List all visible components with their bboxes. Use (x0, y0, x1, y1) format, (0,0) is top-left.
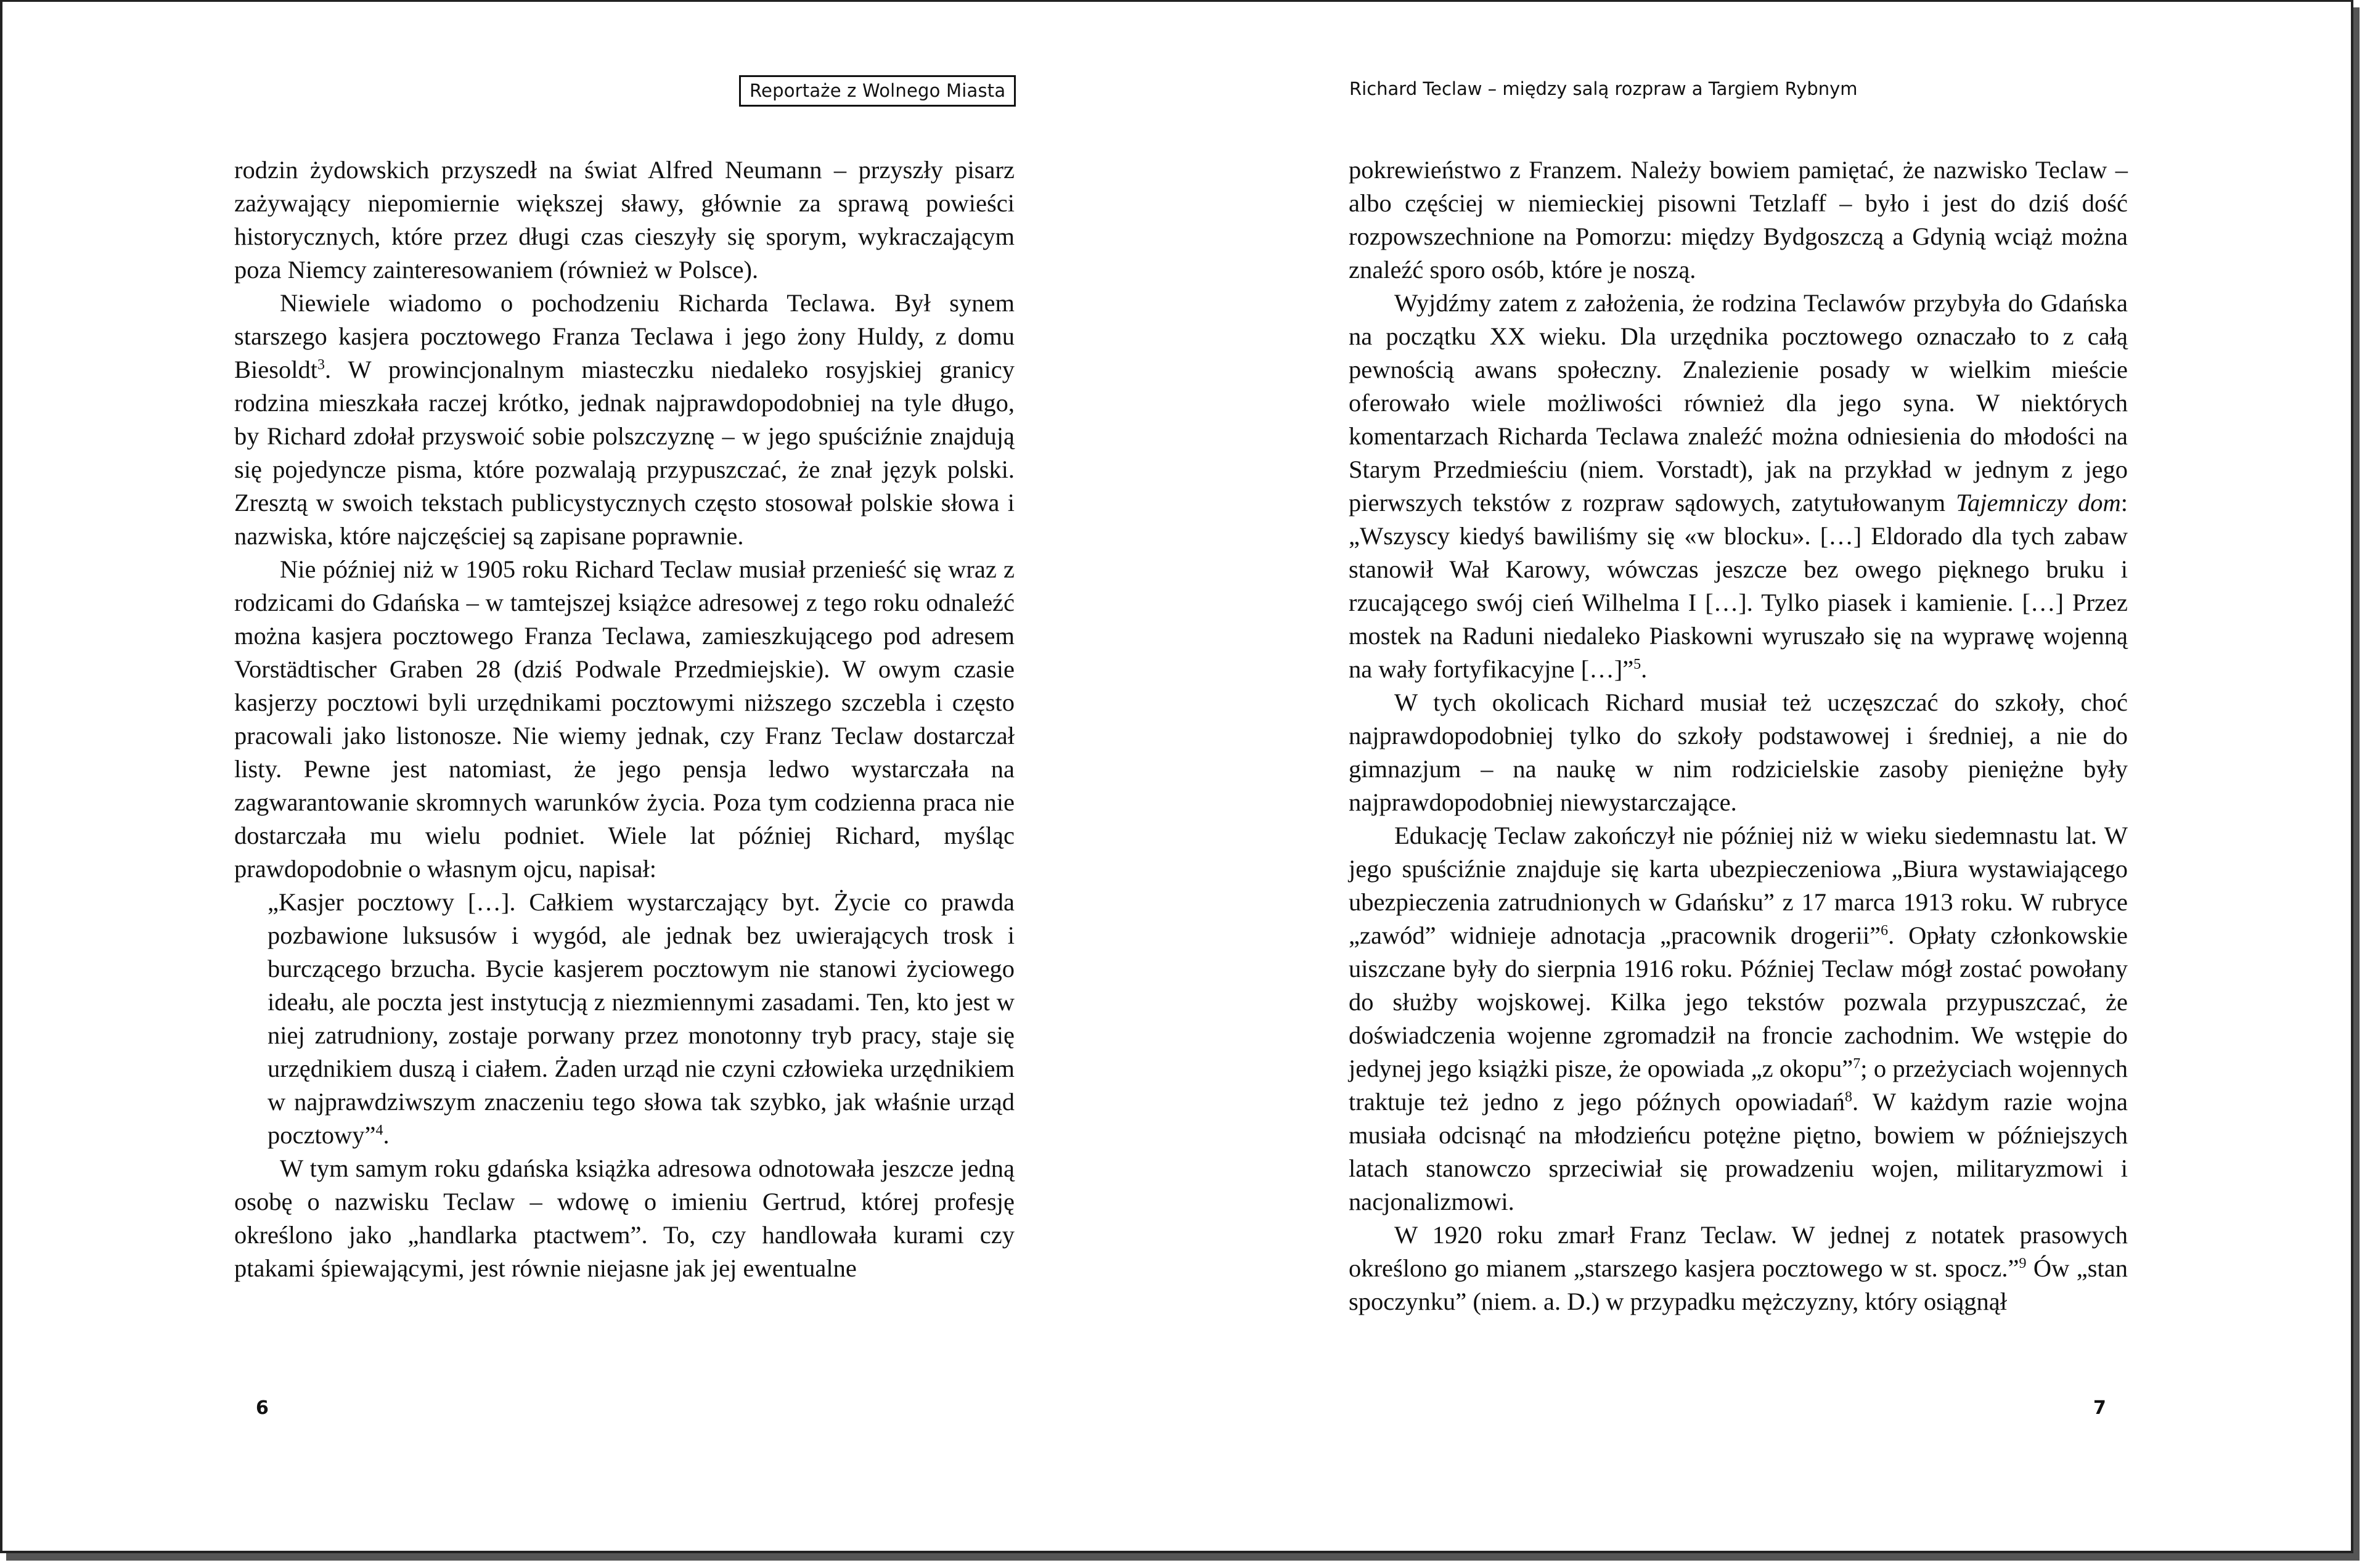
paragraph-text: Wyjdźmy zatem z założenia, że rodzina Teclawów przybyła do Gdańska na początku XX wieku. Dla urzędnika pocztowego oznaczało to z całą pewnością awans społeczny. Znalezienie posady w wielkim mieście oferowało wiele możliwości również dla jego syna. W niektórych komentarzach Richarda Teclawa znaleźć można odniesienia do młodości na Starym Przedmieściu (niem. Vorstadt), jak na przykład w jednym z jego pierwszych tekstów z rozpraw sądowych, zatytułowanym (1349, 289, 2128, 517)
footnote-marker: 3 (317, 357, 325, 373)
footnote-marker: 9 (2019, 1256, 2027, 1272)
footnote-marker: 4 (375, 1122, 383, 1138)
paragraph (1349, 819, 2128, 1219)
paragraph-text: . Opłaty członkowskie uiszczane były do sierpnia 1916 roku. Później Teclaw mógł zostać powołany do służby wojskowej. Kilka jego tekstów pozwala przypuszczać, że doświadczenia wojenne zgromadził na froncie zachodnim. We wstępie do jedynej jego książki pisze, że opowiada „z okopu” (1349, 921, 2128, 1082)
paragraph-text: pokrewieństwo z Franzem. Należy bowiem pamiętać, że nazwisko Teclaw – albo częściej w niemieckiej pisowni Tetzlaff – było i jest do dziś dość rozpowszechnione na Pomorzu: między Bydgoszczą a Gdynią wciąż można znaleźć sporo osób, które je noszą. (1349, 156, 2128, 284)
paragraph-text: rodzin żydowskich przyszedł na świat Alfred Neumann – przyszły pisarz zażywający niepomiernie większej sławy, głównie za sprawą powieści historycznych, które przez długi czas cieszyły się sporym, wykraczającym poza Niemcy zainteresowaniem (również w Polsce). (234, 156, 1015, 284)
footnote-marker: 6 (1881, 923, 1889, 939)
paragraph-text: : „Wszyscy kiedyś bawiliśmy się «w blocku». […] Eldorado dla tych zabaw stanowił Wał Karowy, wówczas jeszcze bez owego pięknego bruku i rzucającego swój cień Wilhelma I […]. Tylko piasek i kamienie. […] Przez mostek na Raduni niedaleko Piaskowni wyruszało się na wyprawę wojenną na wały fortyfikacyjne […]” (1349, 489, 2128, 683)
paragraph-text: W 1920 roku zmarł Franz Teclaw. W jednej z notatek prasowych określono go mianem „starszego kasjera pocztowego w st. spocz.” (1349, 1221, 2128, 1282)
italic-title: Tajemniczy dom (1956, 489, 2121, 517)
block-quote (268, 886, 1015, 1152)
page-number-right: 7 (2093, 1397, 2106, 1419)
paragraph-text: . (1641, 655, 1648, 683)
left-page (2, 2, 1179, 1551)
paragraph (1349, 153, 2128, 287)
footnote-marker: 7 (1853, 1056, 1861, 1072)
right-page (1179, 2, 2352, 1551)
paragraph-text: . W każdym razie wojna musiała odcisnąć na młodzieńcu potężne piętno, bowiem w późniejszych latach stanowczo sprzeciwiał się prowadzeniu wojen, militaryzmowi i nacjonalizmowi. (1349, 1088, 2128, 1215)
paragraph-text: Edukację Teclaw zakończył nie później niż w wieku siedemnastu lat. W jego spuściźnie znajduje się karta ubezpieczeniowa „Biura wystawiającego ubezpieczenia zatrudnionych w Gdańsku” z 17 marca 1913 roku. W rubryce „zawód” widnieje adnotacja „pracownik drogerii” (1349, 822, 2128, 949)
paragraph (1349, 686, 2128, 819)
footnote-marker: 5 (1633, 656, 1641, 672)
left-page-body (234, 153, 1015, 1285)
paragraph-text: . (383, 1121, 390, 1149)
paragraph-text: . W prowincjonalnym miasteczku niedaleko rosyjskiej granicy rodzina mieszkała raczej krótko, jednak najprawdopodobniej na tyle długo, by Richard zdołał przyswoić sobie polszczyznę – w jego spuściźnie znajdują się pojedyncze pisma, które pozwalają przypuszczać, że znał język polski. Zresztą w swoich tekstach publicystycznych często stosował polskie słowa i nazwiska, które najczęściej są zapisane poprawnie. (234, 356, 1015, 550)
paragraph-text: W tym samym roku gdańska książka adresowa odnotowała jeszcze jedną osobę o nazwisku Teclaw – wdowę o imieniu Gertrud, której profesję określono jako „handlarka ptactwem”. To, czy handlowała kurami czy ptakami śpiewającymi, jest równie niejasne jak jej ewentualne (234, 1154, 1015, 1282)
quote-text: „Kasjer pocztowy […]. Całkiem wystarczający byt. Życie co prawda pozbawione luksusów i wygód, ale jednak bez uwierających trosk i burczącego brzucha. Bycie kasjerem pocztowym nie stanowi życiowego ideału, ale poczta jest instytucją z niezmiennymi zasadami. Ten, kto jest w niej zatrudniony, zostaje porwany przez monotonny tryb pracy, staje się urzędnikiem duszą i ciałem. Żaden urząd nie czyni człowieka urzędnikiem w najprawdziwszym znaczeniu tego słowa tak szybko, jak właśnie urząd pocztowy” (268, 888, 1015, 1149)
paragraph-text: Nie później niż w 1905 roku Richard Teclaw musiał przenieść się wraz z rodzicami do Gdańska – w tamtejszej książce adresowej z tego roku odnaleźć można kasjera pocztowego Franza Teclawa, zamieszkującego pod adresem Vorstädtischer Graben 28 (dziś Podwale Przedmiejskie). W owym czasie kasjerzy pocztowi byli urzędnikami pocztowymi niższego szczebla i często pracowali jako listonosze. Nie wiemy jednak, czy Franz Teclaw dostarczał listy. Pewne jest natomiast, że jego pensja ledwo wystarczała na zagwarantowanie skromnych warunków życia. Poza tym codzienna praca nie dostarczała mu wielu podniet. Wiele lat później Richard, myśląc prawdopodobnie o własnym ojcu, napisał: (234, 555, 1015, 883)
paragraph (234, 153, 1015, 287)
paragraph (234, 553, 1015, 886)
paragraph (1349, 1219, 2128, 1318)
paragraph-text: Ów „stan spoczynku” (niem. a. D.) w przypadku mężczyzny, który osiągnął (1349, 1254, 2128, 1315)
right-page-body (1349, 153, 2128, 1318)
paragraph (1349, 287, 2128, 686)
paragraph-text: ; o przeżyciach wojennych traktuje też jedno z jego późnych opowiadań (1349, 1055, 2128, 1116)
paragraph (234, 287, 1015, 553)
footnote-marker: 8 (1844, 1089, 1852, 1105)
running-head-left: Reportaże z Wolnego Miasta (739, 75, 1016, 107)
running-head-right: Richard Teclaw – między salą rozpraw a Targiem Rybnym (1349, 78, 1858, 99)
paragraph-text: W tych okolicach Richard musiał też uczęszczać do szkoły, choć najprawdopodobniej tylko do szkoły podstawowej i średniej, a nie do gimnazjum – na naukę w nim rodzicielskie zasoby pieniężne były najprawdopodobniej niewystarczające. (1349, 688, 2128, 816)
page-number-left: 6 (256, 1397, 269, 1419)
paragraph-text: Niewiele wiadomo o pochodzeniu Richarda Teclawa. Był synem starszego kasjera pocztowego Franza Teclawa i jego żony Huldy, z domu Biesoldt (234, 289, 1015, 383)
paragraph (234, 1152, 1015, 1285)
